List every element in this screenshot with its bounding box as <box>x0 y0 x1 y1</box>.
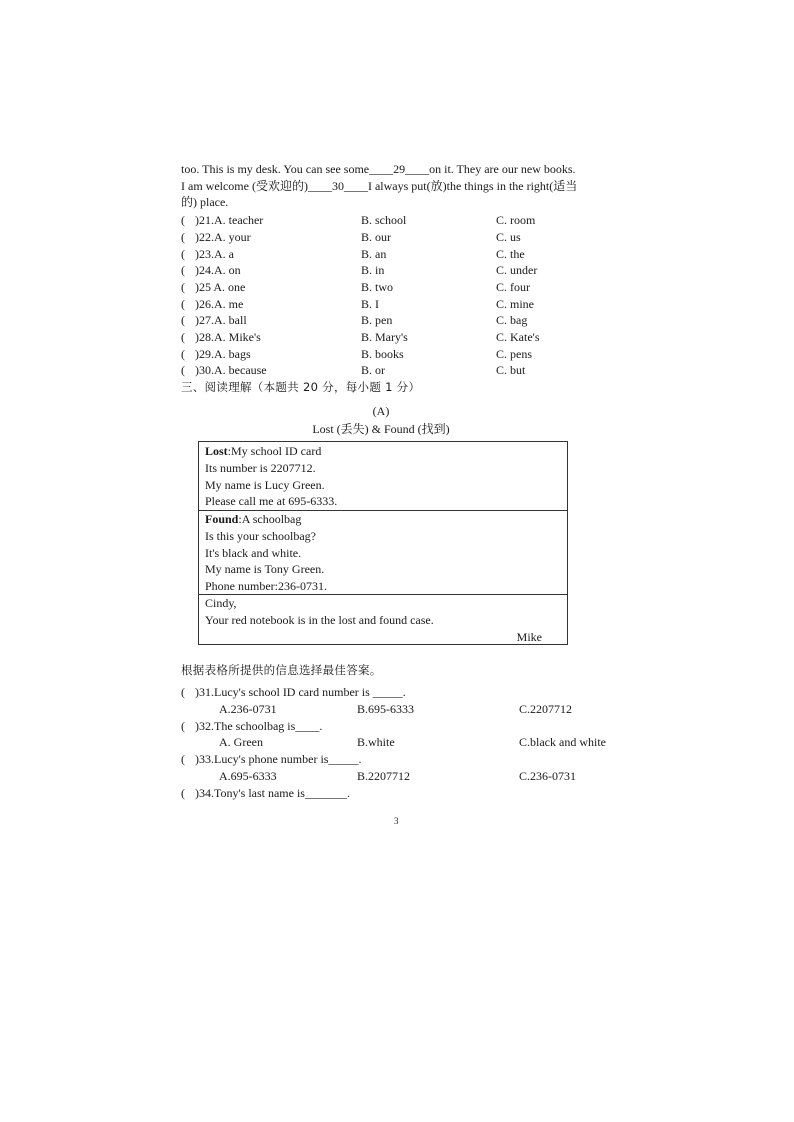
option-a: )25 A. one <box>195 280 246 294</box>
option-c: C. under <box>496 263 538 277</box>
option-b: B. Mary's <box>361 330 408 344</box>
cloze-line: 的) place. <box>181 195 229 210</box>
page-number: 3 <box>394 816 399 826</box>
answer-paren: ( <box>181 719 185 733</box>
notice-line: My name is Tony Green. <box>205 562 325 577</box>
option-b: B. an <box>361 247 387 261</box>
lost-found-board <box>198 441 568 645</box>
option-a: )23.A. a <box>195 247 234 261</box>
option-c: C. four <box>496 280 530 294</box>
lost-item: :My school ID card <box>227 444 322 458</box>
option-c: C. mine <box>496 297 534 311</box>
option-c: C.black and white <box>519 735 606 749</box>
notice-line: Is this your schoolbag? <box>205 528 316 543</box>
answer-paren: ( <box>181 313 185 327</box>
note-body: Your red notebook is in the lost and found case. <box>205 612 434 627</box>
option-b: B. books <box>361 347 404 361</box>
cloze-passage <box>181 161 621 211</box>
option-c: C. pens <box>496 347 532 361</box>
passage-title: Lost (丢失) & Found (找到) <box>312 422 450 436</box>
note-notice <box>199 594 567 644</box>
option-a: A.236-0731 <box>219 702 277 716</box>
option-c: C. bag <box>496 313 528 327</box>
cloze-option-row <box>181 246 621 262</box>
option-c: C. but <box>496 363 526 377</box>
option-c: C. the <box>496 247 525 261</box>
option-b: B.2207712 <box>357 769 411 783</box>
answer-paren: ( <box>181 230 185 244</box>
option-a: A.695-6333 <box>219 769 277 783</box>
option-c: C. us <box>496 230 521 244</box>
cloze-option-row <box>181 329 621 345</box>
cloze-line: I am welcome (受欢迎的)____30____I always put(放)the things in the right(适当 <box>181 178 578 193</box>
option-a: )21.A. teacher <box>195 213 264 227</box>
answer-options-row <box>181 734 621 750</box>
lost-notice <box>199 442 567 510</box>
answer-paren: ( <box>181 263 185 277</box>
answer-options-row <box>181 701 621 717</box>
question-row <box>181 684 621 700</box>
option-a: )30.A. because <box>195 363 267 377</box>
option-a: )22.A. your <box>195 230 251 244</box>
option-b: B. or <box>361 363 385 377</box>
cloze-option-row <box>181 296 621 312</box>
option-c: C.236-0731 <box>519 769 576 783</box>
cloze-option-row <box>181 262 621 278</box>
question-text: )33.Lucy's phone number is_____. <box>195 752 362 766</box>
question-row <box>181 718 621 734</box>
section-title: 三、阅读理解（本题共 20 分，每小题 1 分） <box>181 380 421 394</box>
answer-paren: ( <box>181 347 185 361</box>
answer-paren: ( <box>181 297 185 311</box>
question-row <box>181 785 621 801</box>
cloze-option-row <box>181 362 621 378</box>
answer-paren: ( <box>181 363 185 377</box>
option-b: B. pen <box>361 313 393 327</box>
passage-label: (A) <box>372 404 390 418</box>
option-b: B. two <box>361 280 394 294</box>
option-b: B. in <box>361 263 385 277</box>
note-signature: Mike <box>516 629 542 644</box>
option-b: B. I <box>361 297 379 311</box>
question-text: )31.Lucy's school ID card number is _____. <box>195 685 406 699</box>
cloze-option-row <box>181 312 621 328</box>
option-c: C.2207712 <box>519 702 573 716</box>
found-notice <box>199 510 567 594</box>
option-a: )28.A. Mike's <box>195 330 261 344</box>
option-a: A. Green <box>219 735 263 749</box>
found-heading: Found <box>205 512 239 526</box>
option-a: )27.A. ball <box>195 313 247 327</box>
notice-line: My name is Lucy Green. <box>205 477 325 492</box>
answer-paren: ( <box>181 685 185 699</box>
cloze-line: too. This is my desk. You can see some____29____on it. They are our new books. <box>181 162 576 176</box>
notice-line: Please call me at 695-6333. <box>205 494 338 509</box>
lost-heading: Lost <box>205 444 228 458</box>
option-a: )29.A. bags <box>195 347 251 361</box>
answer-paren: ( <box>181 752 185 766</box>
notice-line: It's black and white. <box>205 545 302 560</box>
cloze-option-row <box>181 279 621 295</box>
answer-paren: ( <box>181 213 185 227</box>
option-a: )24.A. on <box>195 263 241 277</box>
cloze-option-row <box>181 212 621 228</box>
option-b: B. school <box>361 213 407 227</box>
found-item: :A schoolbag <box>238 512 302 526</box>
option-b: B.695-6333 <box>357 702 414 716</box>
answer-paren: ( <box>181 247 185 261</box>
option-b: B. our <box>361 230 391 244</box>
cloze-option-row <box>181 229 621 245</box>
instruction: 根据表格所提供的信息选择最佳答案。 <box>181 663 382 677</box>
question-text: )34.Tony's last name is_______. <box>195 786 350 800</box>
answer-paren: ( <box>181 280 185 294</box>
option-c: C. Kate's <box>496 330 540 344</box>
notice-heading-line <box>205 511 567 528</box>
option-c: C. room <box>496 213 536 227</box>
notice-line: Its number is 2207712. <box>205 460 316 475</box>
question-row <box>181 751 621 767</box>
note-greeting: Cindy, <box>205 596 237 610</box>
answer-options-row <box>181 768 621 784</box>
notice-heading-line <box>205 443 567 460</box>
question-text: )32.The schoolbag is____. <box>195 719 323 733</box>
cloze-option-row <box>181 346 621 362</box>
option-b: B.white <box>357 735 395 749</box>
answer-paren: ( <box>181 786 185 800</box>
option-a: )26.A. me <box>195 297 244 311</box>
answer-paren: ( <box>181 330 185 344</box>
notice-line: Phone number:236-0731. <box>205 579 327 594</box>
